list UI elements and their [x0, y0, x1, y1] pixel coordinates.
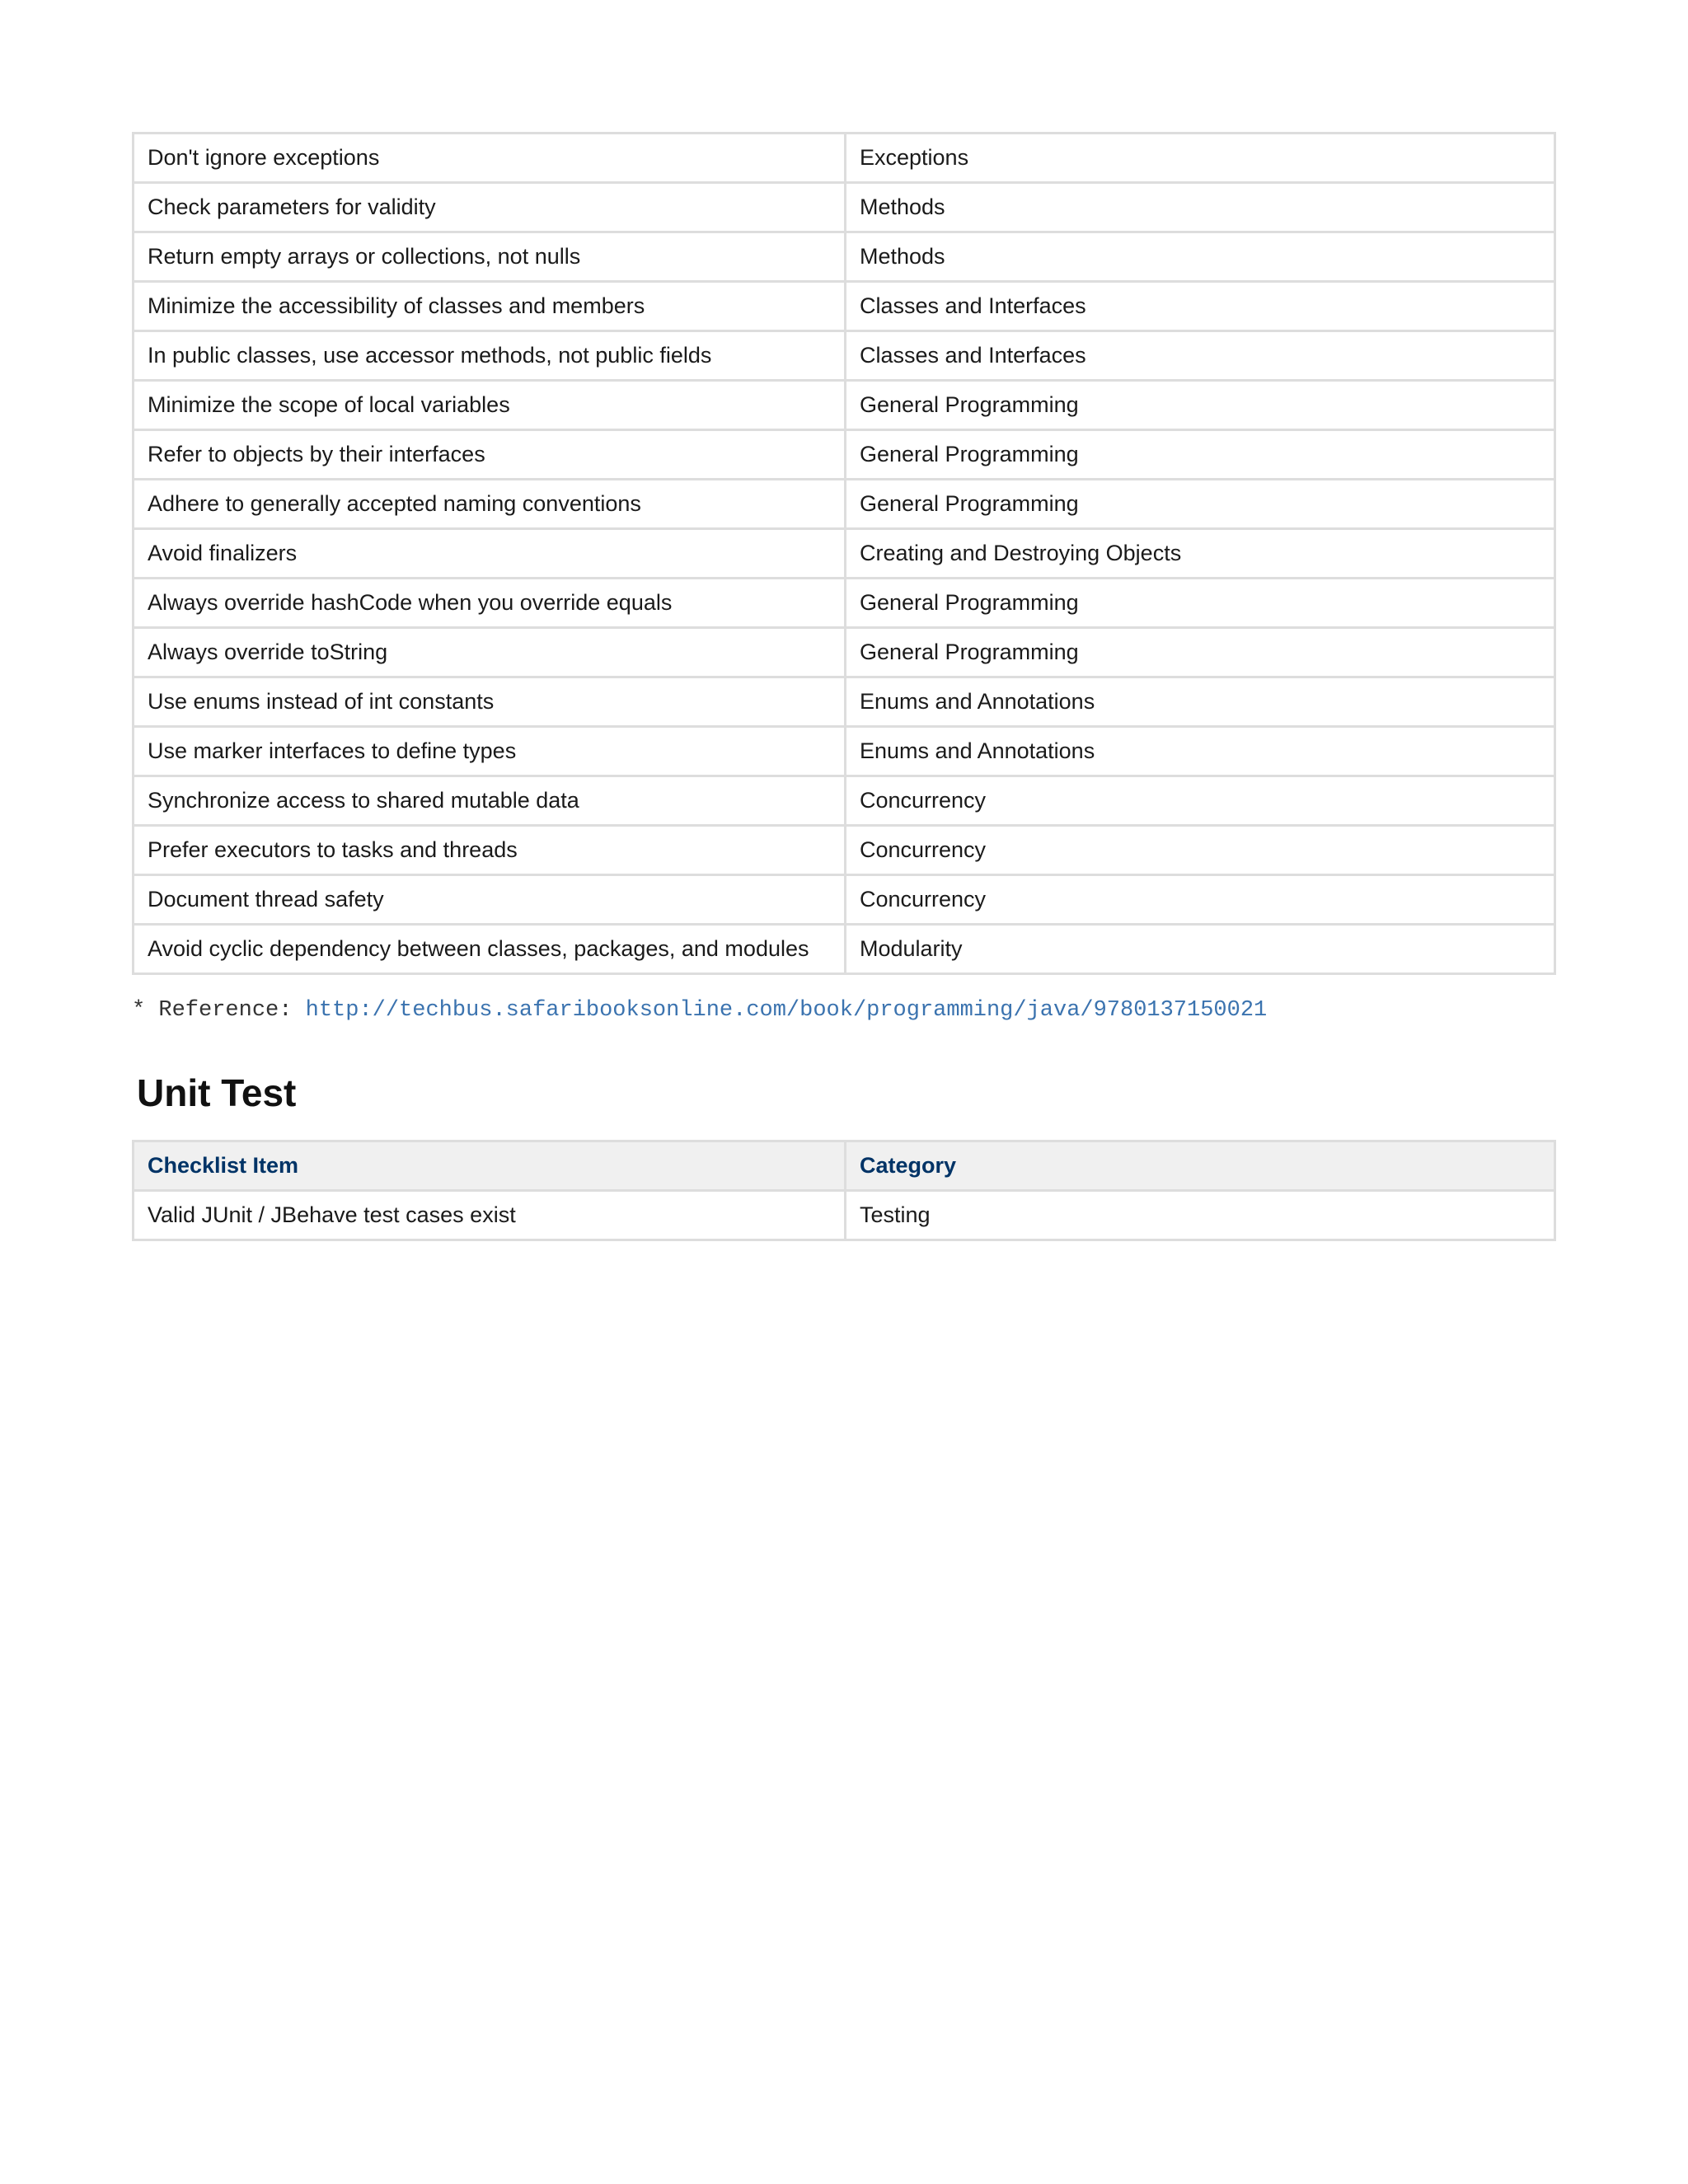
table-row — [134, 628, 1555, 677]
table-row — [134, 579, 1555, 628]
checklist-item-cell: Use marker interfaces to define types — [134, 727, 846, 776]
table-row — [134, 282, 1555, 331]
category-cell: Concurrency — [846, 776, 1555, 826]
table-row — [134, 727, 1555, 776]
category-cell: Creating and Destroying Objects — [846, 529, 1555, 579]
checklist-item-cell: Avoid finalizers — [134, 529, 846, 579]
table-row — [134, 381, 1555, 430]
column-header-category: Category — [846, 1141, 1555, 1191]
table-row — [134, 1191, 1555, 1240]
table-row — [134, 529, 1555, 579]
category-cell: General Programming — [846, 381, 1555, 430]
table-row — [134, 925, 1555, 974]
checklist-item-cell: In public classes, use accessor methods, not public fields — [134, 331, 846, 381]
category-cell: General Programming — [846, 579, 1555, 628]
category-cell: Enums and Annotations — [846, 677, 1555, 727]
checklist-item-cell: Always override hashCode when you override equals — [134, 579, 846, 628]
category-cell: General Programming — [846, 628, 1555, 677]
reference-prefix: * Reference: — [132, 998, 306, 1023]
category-cell: Exceptions — [846, 134, 1555, 183]
category-cell: Methods — [846, 232, 1555, 282]
table-row — [134, 183, 1555, 232]
checklist-item-cell: Synchronize access to shared mutable data — [134, 776, 846, 826]
table-row — [134, 776, 1555, 826]
table-row — [134, 232, 1555, 282]
table-row — [134, 134, 1555, 183]
category-cell: Classes and Interfaces — [846, 282, 1555, 331]
checklist-item-cell: Refer to objects by their interfaces — [134, 430, 846, 480]
table-row — [134, 677, 1555, 727]
checklist-item-cell: Adhere to generally accepted naming conventions — [134, 480, 846, 529]
page-content — [132, 132, 1556, 1241]
category-cell: Methods — [846, 183, 1555, 232]
table-row — [134, 875, 1555, 925]
checklist-item-cell: Avoid cyclic dependency between classes, packages, and modules — [134, 925, 846, 974]
checklist-item-cell: Valid JUnit / JBehave test cases exist — [134, 1191, 846, 1240]
checklist-item-cell: Return empty arrays or collections, not nulls — [134, 232, 846, 282]
checklist-item-cell: Use enums instead of int constants — [134, 677, 846, 727]
category-cell: Testing — [846, 1191, 1555, 1240]
table-row — [134, 480, 1555, 529]
checklist-item-cell: Check parameters for validity — [134, 183, 846, 232]
section-title-unit-test: Unit Test — [137, 1071, 297, 1114]
reference-note — [132, 998, 1556, 1023]
category-cell: Concurrency — [846, 875, 1555, 925]
category-cell: Classes and Interfaces — [846, 331, 1555, 381]
table-row — [134, 826, 1555, 875]
checklist-item-cell: Don't ignore exceptions — [134, 134, 846, 183]
checklist-item-cell: Always override toString — [134, 628, 846, 677]
checklist-item-cell: Prefer executors to tasks and threads — [134, 826, 846, 875]
category-cell: Enums and Annotations — [846, 727, 1555, 776]
unit-test-table — [132, 1140, 1556, 1241]
coding-checklist-body — [134, 134, 1555, 974]
category-cell: General Programming — [846, 480, 1555, 529]
checklist-item-cell: Minimize the scope of local variables — [134, 381, 846, 430]
table-header-row — [134, 1141, 1555, 1191]
table-row — [134, 430, 1555, 480]
table-row — [134, 331, 1555, 381]
unit-test-body — [134, 1191, 1555, 1240]
coding-checklist-table — [132, 132, 1556, 975]
column-header-checklist-item: Checklist Item — [134, 1141, 846, 1191]
checklist-item-cell: Document thread safety — [134, 875, 846, 925]
category-cell: General Programming — [846, 430, 1555, 480]
category-cell: Modularity — [846, 925, 1555, 974]
reference-link[interactable]: http://techbus.safaribooksonline.com/book/programming/java/9780137150021 — [305, 998, 1268, 1023]
category-cell: Concurrency — [846, 826, 1555, 875]
checklist-item-cell: Minimize the accessibility of classes and members — [134, 282, 846, 331]
